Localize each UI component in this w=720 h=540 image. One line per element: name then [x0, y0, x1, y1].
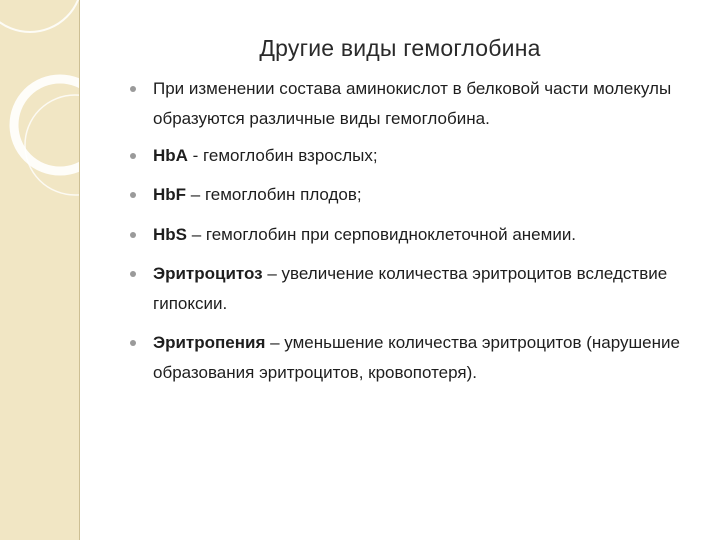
bullet-text: – уменьшение количества эритроцитов (нарушение образования эритроцитов, кровопотеря). — [153, 333, 680, 382]
bullet-icon — [130, 232, 136, 238]
decorative-side-panel — [0, 0, 80, 540]
bullet-text: – гемоглобин плодов; — [186, 185, 362, 204]
bullet-lead: HbF — [153, 185, 187, 204]
decorative-circles — [0, 0, 80, 540]
bullet-text: При изменении состава аминокислот в белковой части молекулы образуются различные виды гемоглобина. — [153, 79, 672, 128]
bullet-text: - гемоглобин взрослых; — [187, 146, 378, 165]
bullet-lead: HbS — [153, 225, 187, 244]
bullet-lead: Эритропения — [153, 333, 266, 352]
bullet-list — [130, 72, 690, 388]
bullet-text: – гемоглобин при серповидноклеточной анемии. — [187, 225, 577, 244]
list-item — [130, 74, 690, 134]
bullet-icon — [130, 192, 136, 198]
list-item — [130, 259, 690, 319]
bullet-text: – увеличение количества эритроцитов вследствие гипоксии. — [153, 264, 668, 313]
list-item — [130, 141, 690, 171]
list-item — [130, 328, 690, 388]
bullet-icon — [130, 271, 136, 277]
bullet-icon — [130, 86, 136, 92]
bullet-lead: Эритроцитоз — [153, 264, 263, 283]
bullet-icon — [130, 153, 136, 159]
bullet-lead: HbA — [153, 146, 188, 165]
slide-title: Другие виды гемоглобина — [259, 35, 541, 61]
bullet-icon — [130, 340, 136, 346]
list-item — [130, 220, 690, 250]
list-item — [130, 180, 690, 210]
